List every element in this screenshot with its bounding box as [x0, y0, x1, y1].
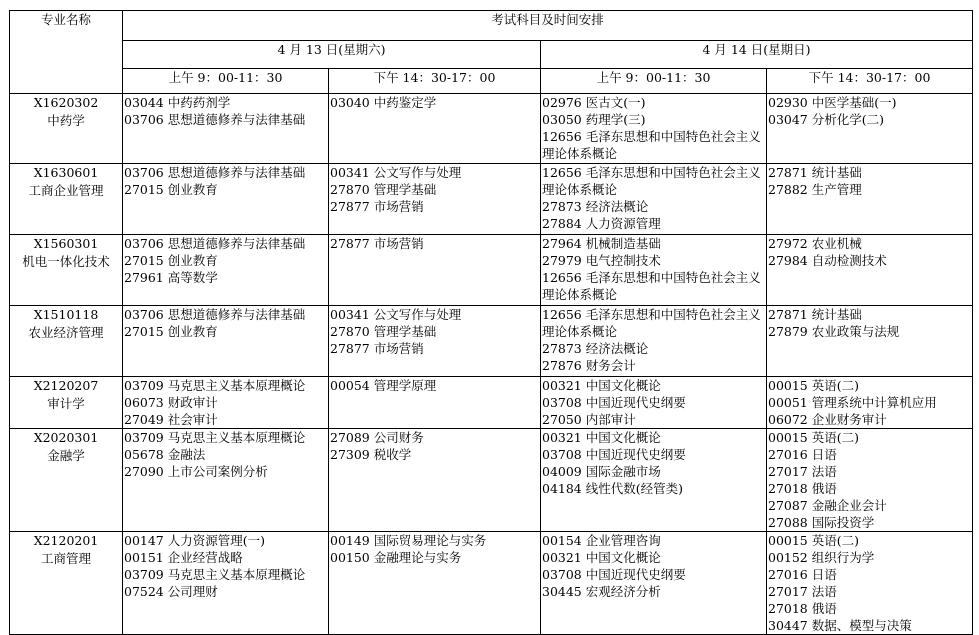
subjects-cell-d1am — [123, 235, 329, 306]
subject-item: 03708 中国近现代史纲要 — [542, 447, 686, 462]
subject-item: 27018 俄语 — [768, 481, 837, 496]
subject-item: 07524 公司理财 — [124, 584, 218, 599]
subject-item: 27871 统计基础 — [768, 307, 862, 322]
subject-item: 27871 统计基础 — [768, 165, 862, 180]
day2-am-header: 上午 9：00-11：30 — [541, 69, 767, 94]
subject-item: 03709 马克思主义基本原理概论 — [124, 567, 306, 582]
subject-item: 03709 马克思主义基本原理概论 — [124, 378, 306, 393]
subjects-cell-d1am — [123, 429, 329, 532]
table-row — [10, 235, 973, 306]
subjects-cell-d1pm — [329, 94, 541, 164]
major-cell — [10, 94, 123, 164]
major-cell — [10, 164, 123, 235]
table-row — [10, 306, 973, 377]
exam-schedule-table — [9, 10, 973, 635]
major-code: X1560301 — [33, 236, 99, 251]
subject-item: 27873 经济法概论 — [542, 199, 649, 214]
subject-item: 30447 数据、模型与决策 — [768, 618, 912, 633]
subjects-cell-d1pm — [329, 429, 541, 532]
subject-item: 27870 管理学基础 — [330, 324, 437, 339]
major-code: X2020301 — [33, 430, 99, 445]
major-name: 中药学 — [47, 113, 85, 128]
subject-item: 00015 英语(二) — [768, 533, 859, 548]
subject-item: 27979 电气控制技术 — [542, 253, 661, 268]
major-code: X1510118 — [33, 307, 99, 322]
subject-item: 12656 毛泽东思想和中国特色社会主义理论体系概论 — [542, 165, 761, 197]
subject-item: 03708 中国近现代史纲要 — [542, 395, 686, 410]
subjects-cell-d1am — [123, 94, 329, 164]
schedule-header: 考试科目及时间安排 — [123, 11, 973, 41]
subject-item: 03709 马克思主义基本原理概论 — [124, 430, 306, 445]
subject-item: 27961 高等数学 — [124, 270, 218, 285]
subjects-cell-d1am — [123, 532, 329, 635]
subject-item: 00149 国际贸易理论与实务 — [330, 533, 487, 548]
subject-item: 03706 思想道德修养与法律基础 — [124, 165, 306, 180]
subject-item: 27018 俄语 — [768, 601, 837, 616]
major-cell — [10, 532, 123, 635]
subject-item: 27877 市场营销 — [330, 341, 424, 356]
major-code: X2120201 — [33, 533, 99, 548]
subject-item: 27879 农业政策与法规 — [768, 324, 900, 339]
subjects-cell-d2am — [541, 429, 767, 532]
subject-item: 03040 中药鉴定学 — [330, 95, 437, 110]
subject-item: 27877 市场营销 — [330, 236, 424, 251]
subject-item: 27015 创业教育 — [124, 324, 218, 339]
subject-item: 04184 线性代数(经管类) — [542, 481, 683, 496]
subject-item: 27050 内部审计 — [542, 412, 636, 427]
subject-item: 03050 药理学(三) — [542, 112, 646, 127]
subjects-cell-d1am — [123, 306, 329, 377]
subjects-cell-d2pm — [767, 429, 973, 532]
day2-header: 4 月 14 日(星期日) — [541, 41, 973, 69]
major-name: 机电一体化技术 — [22, 254, 110, 269]
subject-item: 03706 思想道德修养与法律基础 — [124, 236, 306, 251]
subject-item: 00321 中国文化概论 — [542, 430, 661, 445]
table-row — [10, 429, 973, 532]
subject-item: 27090 上市公司案例分析 — [124, 464, 268, 479]
subject-item: 27870 管理学基础 — [330, 182, 437, 197]
subject-item: 00147 人力资源管理(一) — [124, 533, 265, 548]
major-cell — [10, 306, 123, 377]
major-cell — [10, 429, 123, 532]
subject-item: 27877 市场营销 — [330, 199, 424, 214]
subject-item: 00054 管理学原理 — [330, 378, 437, 393]
subject-item: 00150 金融理论与实务 — [330, 550, 462, 565]
subjects-cell-d2am — [541, 235, 767, 306]
major-code: X1630601 — [33, 165, 99, 180]
subject-item: 00151 企业经营战略 — [124, 550, 243, 565]
subject-item: 27884 人力资源管理 — [542, 216, 661, 231]
subjects-cell-d2pm — [767, 377, 973, 429]
subject-item: 06073 财政审计 — [124, 395, 218, 410]
major-name: 金融学 — [47, 448, 85, 463]
subjects-cell-d1pm — [329, 377, 541, 429]
subject-item: 00051 管理系统中计算机应用 — [768, 395, 937, 410]
subject-item: 12656 毛泽东思想和中国特色社会主义理论体系概论 — [542, 270, 761, 302]
subject-item: 00321 中国文化概论 — [542, 550, 661, 565]
subject-item: 03044 中药药剂学 — [124, 95, 231, 110]
major-code: X1620302 — [33, 95, 99, 110]
subject-item: 03708 中国近现代史纲要 — [542, 567, 686, 582]
subjects-cell-d1pm — [329, 164, 541, 235]
subject-item: 12656 毛泽东思想和中国特色社会主义理论体系概论 — [542, 129, 761, 161]
subject-item: 27087 金融企业会计 — [768, 498, 887, 513]
subject-item: 27873 经济法概论 — [542, 341, 649, 356]
subject-item: 30445 宏观经济分析 — [542, 584, 661, 599]
subject-item: 27017 法语 — [768, 464, 837, 479]
subjects-cell-d2pm — [767, 164, 973, 235]
subject-item: 27015 创业教育 — [124, 253, 218, 268]
table-row — [10, 94, 973, 164]
subject-item: 00015 英语(二) — [768, 430, 859, 445]
subject-item: 27089 公司财务 — [330, 430, 424, 445]
subject-item: 05678 金融法 — [124, 447, 206, 462]
subjects-cell-d1am — [123, 164, 329, 235]
subjects-cell-d2pm — [767, 235, 973, 306]
major-cell — [10, 377, 123, 429]
subject-item: 27876 财务会计 — [542, 358, 636, 373]
subject-item: 04009 国际金融市场 — [542, 464, 661, 479]
subject-item: 02976 医古文(一) — [542, 95, 646, 110]
major-name: 农业经济管理 — [28, 325, 104, 340]
subject-item: 27015 创业教育 — [124, 182, 218, 197]
subject-item: 03706 思想道德修养与法律基础 — [124, 307, 306, 322]
subject-item: 03047 分析化学(二) — [768, 112, 884, 127]
subjects-cell-d2am — [541, 532, 767, 635]
subjects-cell-d2am — [541, 94, 767, 164]
subjects-cell-d2pm — [767, 94, 973, 164]
major-name: 审计学 — [47, 396, 85, 411]
major-code: X2120207 — [33, 378, 99, 393]
day2-pm-header: 下午 14：30-17：00 — [767, 69, 973, 94]
subject-item: 27309 税收学 — [330, 447, 412, 462]
subject-item: 06072 企业财务审计 — [768, 412, 887, 427]
day1-pm-header: 下午 14：30-17：00 — [329, 69, 541, 94]
subject-item: 27972 农业机械 — [768, 236, 862, 251]
day1-header: 4 月 13 日(星期六) — [123, 41, 541, 69]
subject-item: 00015 英语(二) — [768, 378, 859, 393]
subjects-cell-d2pm — [767, 306, 973, 377]
subjects-cell-d2am — [541, 164, 767, 235]
table-row — [10, 377, 973, 429]
subject-item: 27016 日语 — [768, 447, 837, 462]
major-name: 工商企业管理 — [28, 183, 104, 198]
subject-item: 00321 中国文化概论 — [542, 378, 661, 393]
subject-item: 27049 社会审计 — [124, 412, 218, 427]
table-row — [10, 532, 973, 635]
subject-item: 00341 公文写作与处理 — [330, 307, 462, 322]
day1-am-header: 上午 9：00-11：30 — [123, 69, 329, 94]
subject-item: 00152 组织行为学 — [768, 550, 875, 565]
schedule-body — [10, 94, 973, 635]
subject-item: 00341 公文写作与处理 — [330, 165, 462, 180]
subject-item: 02930 中医学基础(一) — [768, 95, 897, 110]
subjects-cell-d1pm — [329, 306, 541, 377]
subjects-cell-d2am — [541, 377, 767, 429]
subject-item: 00154 企业管理咨询 — [542, 533, 661, 548]
major-column-header: 专业名称 — [10, 11, 123, 94]
subjects-cell-d1pm — [329, 235, 541, 306]
subjects-cell-d1am — [123, 377, 329, 429]
subjects-cell-d1pm — [329, 532, 541, 635]
subjects-cell-d2am — [541, 306, 767, 377]
table-row — [10, 164, 973, 235]
subject-item: 27088 国际投资学 — [768, 515, 875, 530]
major-cell — [10, 235, 123, 306]
subject-item: 27964 机械制造基础 — [542, 236, 661, 251]
subject-item: 27882 生产管理 — [768, 182, 862, 197]
subject-item: 03706 思想道德修养与法律基础 — [124, 112, 306, 127]
subject-item: 27017 法语 — [768, 584, 837, 599]
major-name: 工商管理 — [40, 551, 91, 566]
subject-item: 12656 毛泽东思想和中国特色社会主义理论体系概论 — [542, 307, 761, 339]
subject-item: 27016 日语 — [768, 567, 837, 582]
subject-item: 27984 自动检测技术 — [768, 253, 887, 268]
subjects-cell-d2pm — [767, 532, 973, 635]
